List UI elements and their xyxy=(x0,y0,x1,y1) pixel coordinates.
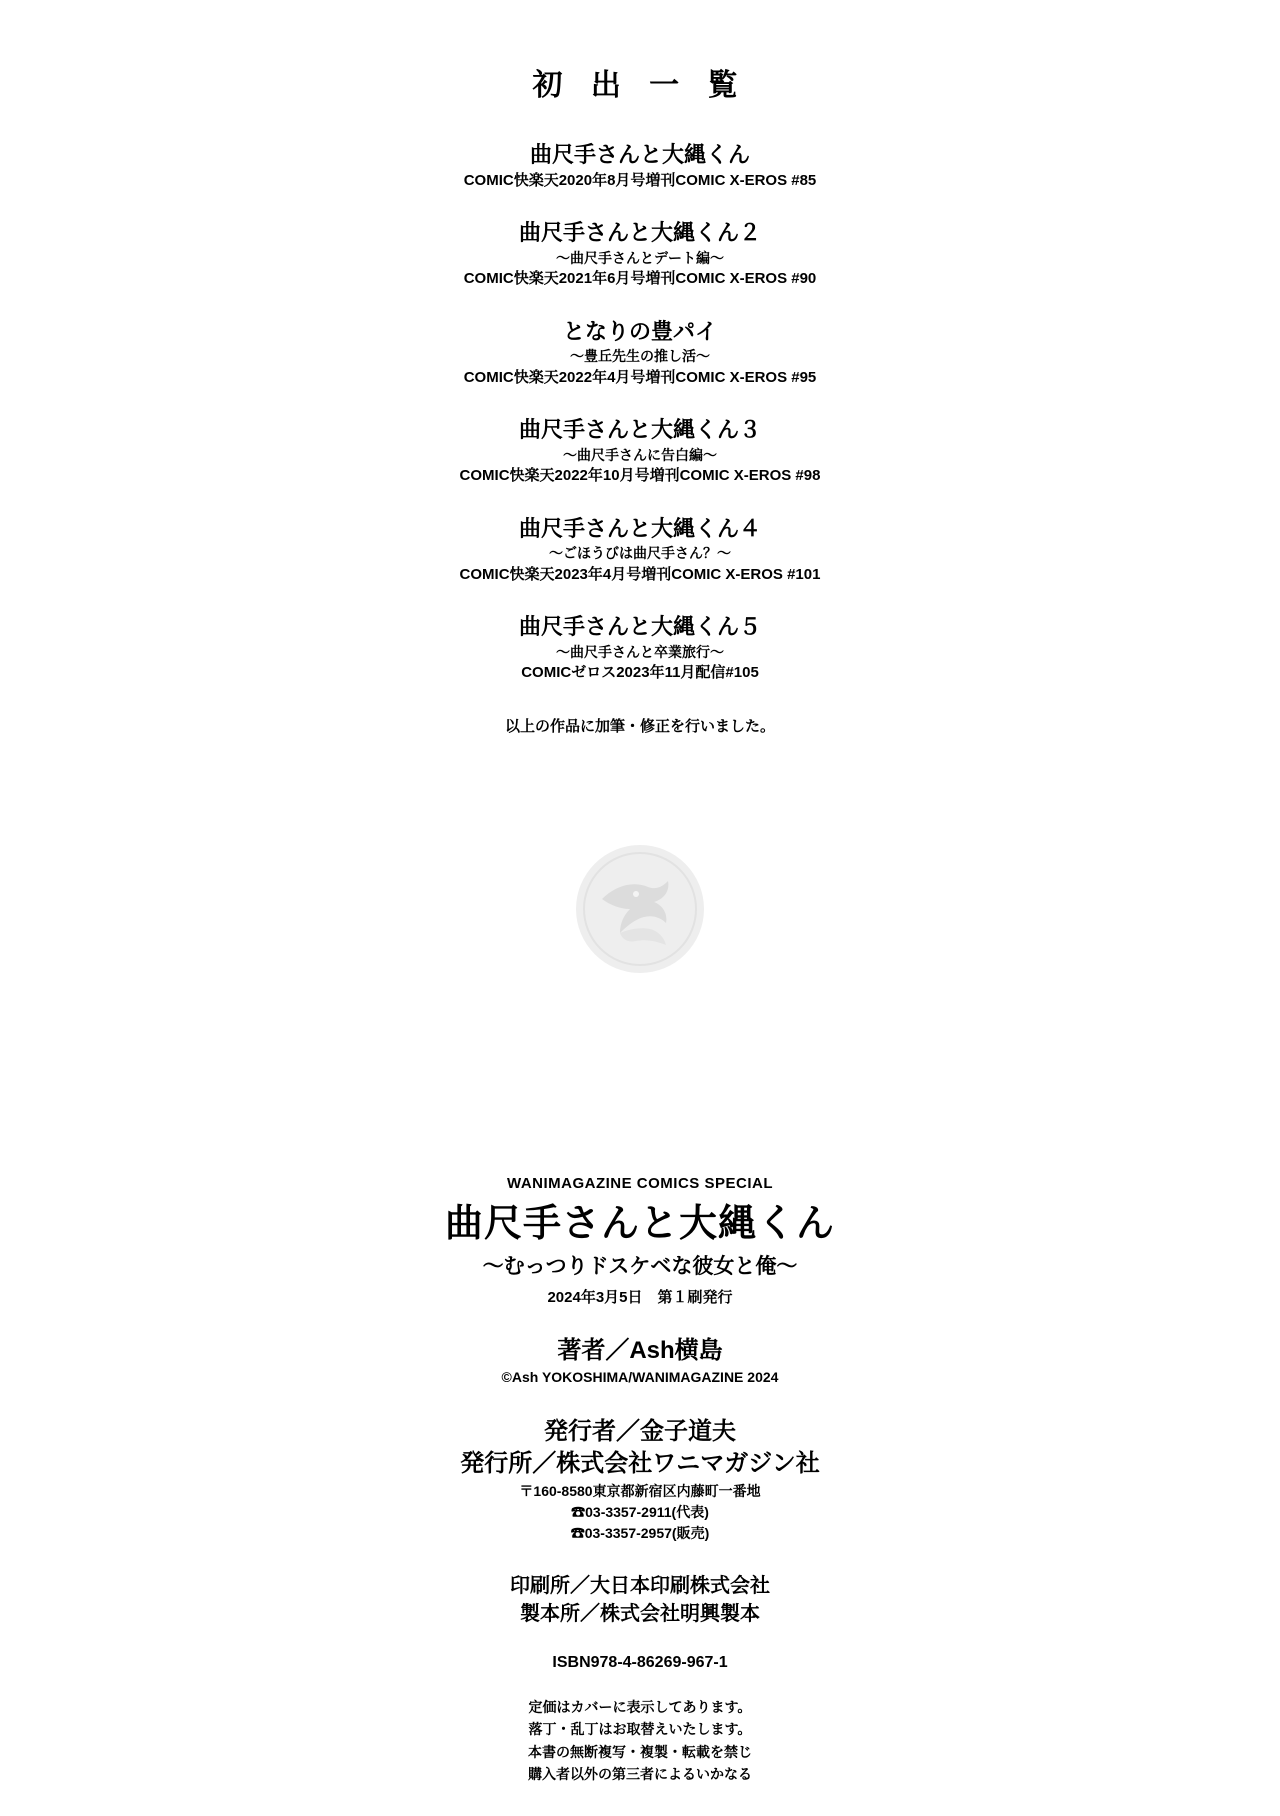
entry-subtitle: ～曲尺手さんと卒業旅行～ xyxy=(556,643,724,660)
imprint-series: WANIMAGAZINE COMICS SPECIAL xyxy=(506,1175,773,1192)
author-block xyxy=(0,1335,1280,1388)
entry-source: COMIC快楽天2021年6月号増刊COMIC X-EROS #90 xyxy=(463,270,817,288)
entry-source: COMIC快楽天2022年10月号増刊COMIC X-EROS #98 xyxy=(459,467,821,485)
legal-line: 定価はカバーに表示してあります。 xyxy=(528,1698,752,1715)
entry-title: 曲尺手さんと大縄くん３ xyxy=(518,417,761,443)
entry-source: COMICゼロス2023年11月配信#105 xyxy=(521,664,759,682)
entry-subtitle: ～曲尺手さんに告白編～ xyxy=(563,446,717,463)
entry-title: 曲尺手さんと大縄くん４ xyxy=(518,515,761,541)
imprint-section xyxy=(0,1175,1280,1785)
book-subtitle: ～むっつりドスケベな彼女と俺～ xyxy=(482,1254,798,1278)
entry-subtitle: ～豊丘先生の推し活～ xyxy=(570,348,710,365)
entry-title: 曲尺手さんと大縄くん２ xyxy=(518,220,761,246)
author-line: 著者／Ash横島 xyxy=(557,1336,723,1364)
binder-line: 製本所／株式会社明興製本 xyxy=(520,1602,760,1625)
entry-source: COMIC快楽天2022年4月号増刊COMIC X-EROS #95 xyxy=(463,368,817,386)
publisher-company: 発行所／株式会社ワニマガジン社 xyxy=(460,1450,820,1478)
section-heading: 初 出 一 覧 xyxy=(532,69,748,102)
printer-line: 印刷所／大日本印刷株式会社 xyxy=(510,1574,770,1597)
revision-note: 以上の作品に加筆・修正を行いました。 xyxy=(504,717,775,735)
list-item xyxy=(0,218,1280,290)
publisher-phone-main: ☎03-3357-2911(代表) xyxy=(571,1503,709,1520)
list-item xyxy=(0,612,1280,684)
legal-line: 落丁・乱丁はお取替えいたします。 xyxy=(528,1721,752,1738)
publisher-phone-sales: ☎03-3357-2957(販売) xyxy=(570,1524,710,1541)
entry-subtitle: ～ごほうびは曲尺手さん？～ xyxy=(549,545,731,562)
legal-line: 購入者以外の第三者によるいかなる xyxy=(528,1765,752,1782)
isbn-line: ISBN978-4-86269-967-1 xyxy=(552,1653,728,1671)
publisher-address: 〒160-8580東京都新宿区内藤町一番地 xyxy=(519,1482,761,1499)
publisher-block xyxy=(0,1416,1280,1544)
entry-source: COMIC快楽天2023年4月号増刊COMIC X-EROS #101 xyxy=(459,565,821,583)
book-title: 曲尺手さんと大縄くん xyxy=(444,1203,835,1245)
legal-line: 本書の無断複写・複製・転載を禁じ xyxy=(528,1743,752,1760)
publisher-logo-wrap xyxy=(0,845,1280,978)
legal-notice xyxy=(0,1696,1280,1786)
entry-source: COMIC快楽天2020年8月号増刊COMIC X-EROS #85 xyxy=(463,171,817,189)
production-block xyxy=(0,1572,1280,1628)
first-publication-section xyxy=(0,60,1280,736)
entry-subtitle: ～曲尺手さんとデート編～ xyxy=(556,249,724,266)
entry-title: となりの豊パイ xyxy=(562,318,717,344)
list-item xyxy=(0,514,1280,586)
entry-title: 曲尺手さんと大縄くん xyxy=(529,142,750,167)
list-item xyxy=(0,317,1280,389)
publisher-person: 発行者／金子道夫 xyxy=(544,1417,736,1445)
crocodile-logo-icon xyxy=(576,845,704,973)
list-item xyxy=(0,415,1280,487)
entry-title: 曲尺手さんと大縄くん５ xyxy=(518,614,761,640)
list-item xyxy=(0,140,1280,192)
copyright-line: ©Ash YOKOSHIMA/WANIMAGAZINE 2024 xyxy=(501,1368,779,1385)
edition-date: 2024年3月5日 第１刷発行 xyxy=(547,1288,733,1306)
